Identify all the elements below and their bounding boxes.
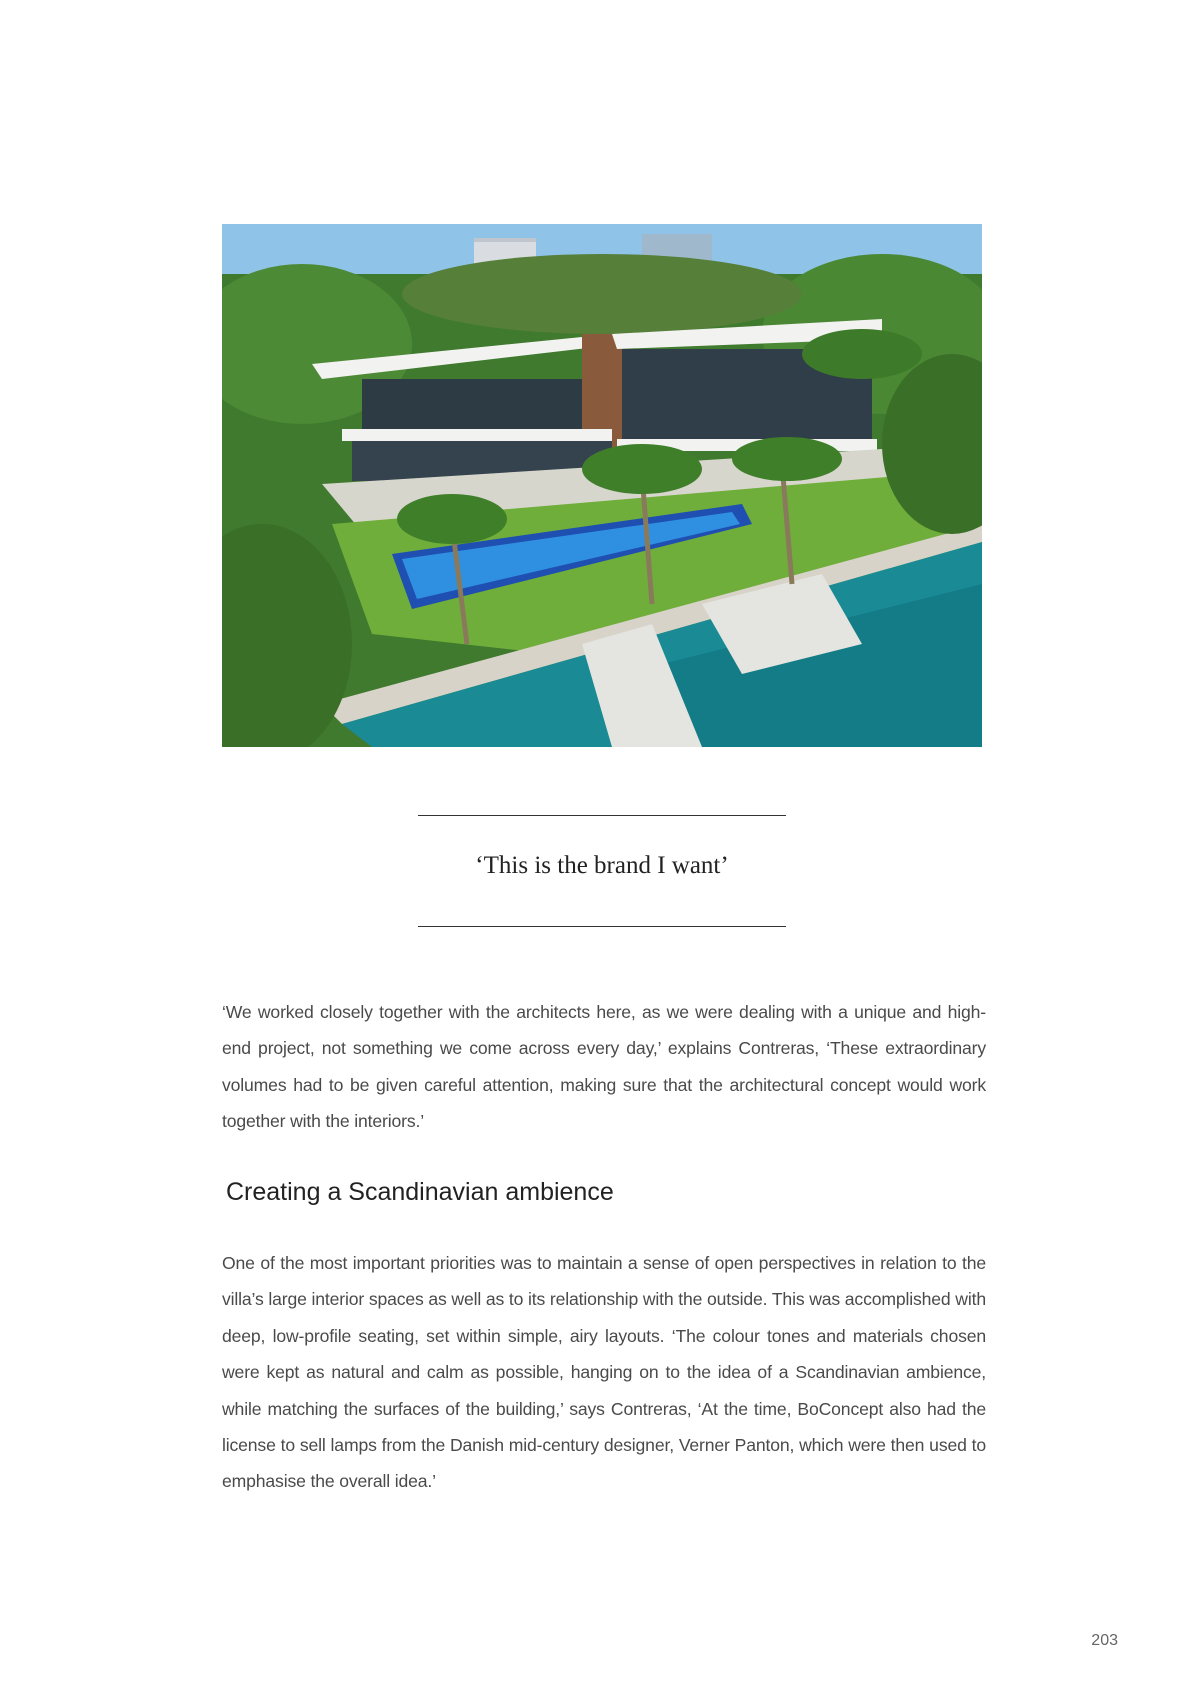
pull-quote-top-rule: [418, 815, 786, 816]
body-paragraph-2: One of the most important priorities was to maintain a sense of open perspectives in relation to the villa’s large interior spaces as well as to its relationship with the outside. This was accomplished with deep, low-profile seating, set within simple, airy layouts. ‘The colour tones and materials chosen were kept as natural and calm as possible, hanging on to the idea of a Scandinavian ambience, while matching the surfaces of the building,’ says Contreras, ‘At the time, BoConcept also had the license to sell lamps from the Danish mid-century designer, Verner Panton, which were then used to emphasise the overall idea.’: [222, 1253, 986, 1492]
pull-quote: ‘This is the brand I want’: [475, 852, 729, 879]
villa-aerial-photo: [222, 224, 982, 747]
pull-quote-bottom-rule: [418, 926, 786, 927]
section-heading: Creating a Scandinavian ambience: [226, 1178, 614, 1206]
page-number: 203: [1091, 1632, 1118, 1649]
body-paragraph-1: ‘We worked closely together with the architects here, as we were dealing with a unique and high-end project, not something we come across every day,’ explains Contreras, ‘These extraordinary volumes had to be given careful attention, making sure that the architectural concept would work together with the interiors.’: [222, 1002, 986, 1132]
